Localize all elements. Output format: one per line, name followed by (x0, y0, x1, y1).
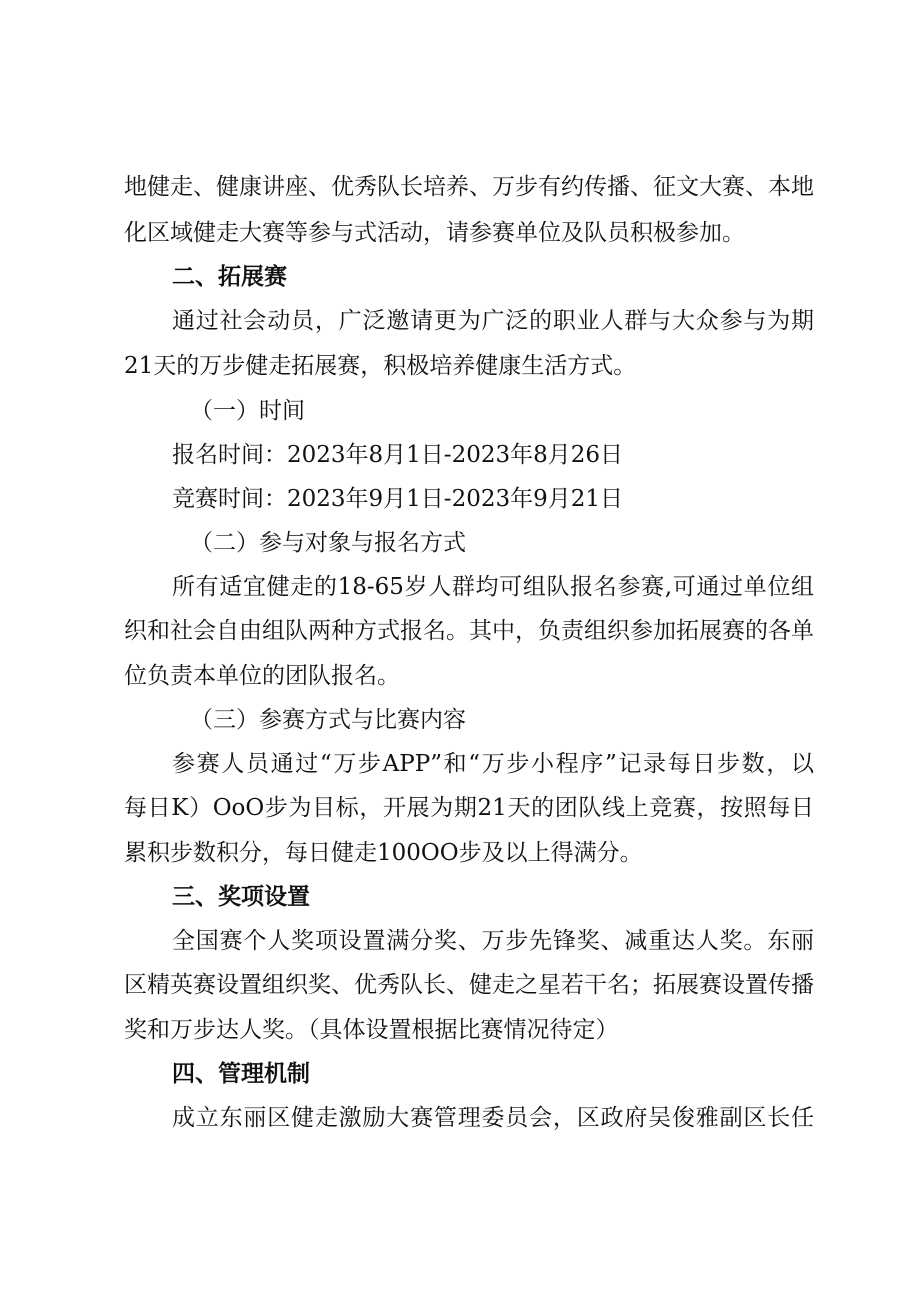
paragraph-line: 全国赛个人奖项设置满分奖、万步先锋奖、减重达人奖。东丽 (172, 928, 814, 954)
subheading-time: （一）时间 (190, 398, 305, 424)
competition-time: 竞赛时间：2023年9月1日-2023年9月21日 (172, 486, 624, 512)
subheading-method: （三）参赛方式与比赛内容 (190, 707, 466, 733)
registration-time: 报名时间：2023年8月1日-2023年8月26日 (172, 442, 624, 468)
paragraph-line: 奖和万步达人奖。（具体设置根据比赛情况待定） (124, 1017, 619, 1043)
paragraph-line: 位负责本单位的团队报名。 (124, 663, 400, 689)
paragraph-line: 织和社会自由组队两种方式报名。其中，负责组织参加拓展赛的各单 (124, 618, 814, 644)
paragraph-line: 区精英赛设置组织奖、优秀队长、健走之星若干名；拓展赛设置传播 (124, 972, 814, 998)
section-heading-expansion: 二、拓展赛 (172, 264, 287, 290)
paragraph-line: 所有适宜健走的18-65岁人群均可组队报名参赛,可通过单位组 (172, 574, 814, 600)
subheading-participants: （二）参与对象与报名方式 (190, 530, 466, 556)
paragraph-line: 地健走、健康讲座、优秀队长培养、万步有约传播、征文大赛、本地 (124, 174, 814, 200)
section-heading-management: 四、管理机制 (172, 1061, 310, 1087)
paragraph-line: 参赛人员通过“万步APP”和“万步小程序”记录每日步数，以 (172, 751, 814, 777)
paragraph-line: 21天的万步健走拓展赛，积极培养健康生活方式。 (124, 353, 637, 379)
paragraph-line: 累积步数积分，每日健走100OO步及以上得满分。 (124, 840, 643, 866)
section-heading-awards: 三、奖项设置 (172, 884, 310, 910)
paragraph-line: 每日K）OoO步为目标，开展为期21天的团队线上竞赛，按照每日 (124, 795, 814, 821)
paragraph-line: 化区域健走大赛等参与式活动，请参赛单位及队员积极参加。 (124, 220, 745, 246)
paragraph-line: 成立东丽区健走激励大赛管理委员会，区政府吴俊雅副区长任 (172, 1105, 814, 1131)
paragraph-line: 通过社会动员，广泛邀请更为广泛的职业人群与大众参与为期 (172, 308, 814, 334)
